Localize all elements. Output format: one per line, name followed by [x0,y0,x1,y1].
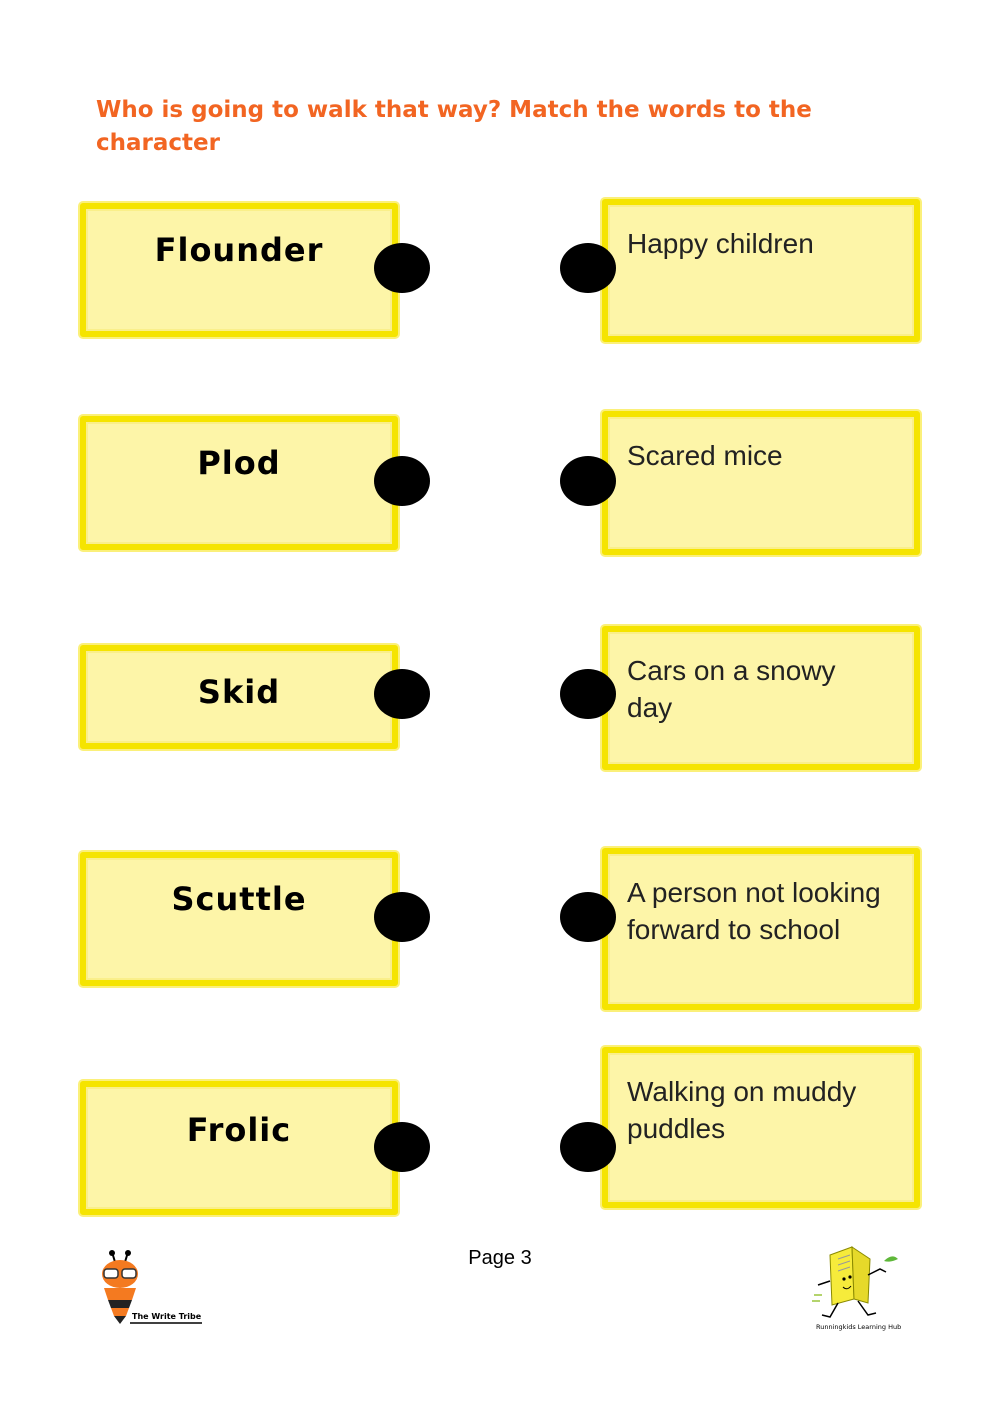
right-match-dot[interactable] [560,1122,616,1172]
left-match-dot[interactable] [374,669,430,719]
description-card [602,1047,920,1208]
word-card-plod [80,416,398,550]
page-number: Page 3 [468,1247,532,1269]
description-card [602,626,920,770]
word-card-scuttle [80,852,398,986]
description-text: Scared mice [627,440,783,471]
word-label: Skid [197,673,281,711]
learning-hub-caption: Runningkids Learning Hub [816,1323,902,1331]
instruction-heading: Who is going to walk that way? Match the words to the character [96,97,812,156]
right-match-dot[interactable] [560,892,616,942]
word-card-skid [80,645,398,749]
left-match-dot[interactable] [374,892,430,942]
word-label: Flounder [154,231,324,269]
description-card [602,848,920,1010]
word-card-flounder [80,203,398,337]
running-book-icon [810,1245,910,1325]
description-text: A person not looking forward to school [627,877,881,945]
right-match-dot[interactable] [560,243,616,293]
left-match-dot[interactable] [374,243,430,293]
left-match-dot[interactable] [374,1122,430,1172]
write-tribe-logo [98,1250,208,1328]
word-label: Scuttle [171,880,307,918]
description-text: Cars on a snowy day [627,655,836,723]
description-text: Walking on muddy puddles [627,1076,857,1144]
word-card-frolic [80,1081,398,1215]
write-tribe-caption: The Write Tribe [132,1312,202,1321]
description-text: Happy children [627,228,814,259]
word-label: Frolic [186,1111,292,1149]
word-label: Plod [197,444,281,482]
description-card [602,411,920,555]
right-match-dot[interactable] [560,669,616,719]
learning-hub-logo [810,1245,910,1345]
description-card [602,199,920,342]
right-match-dot[interactable] [560,456,616,506]
left-match-dot[interactable] [374,456,430,506]
